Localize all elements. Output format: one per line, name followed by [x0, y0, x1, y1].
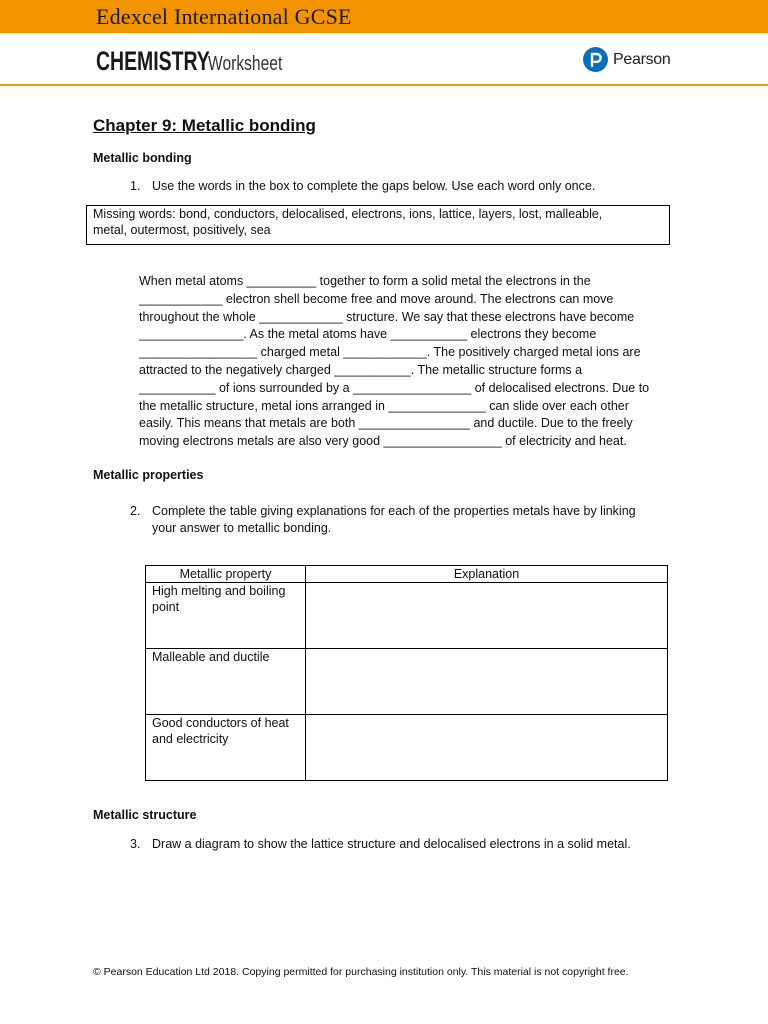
chapter-title: Chapter 9: Metallic bonding	[93, 116, 316, 135]
property-cell	[146, 649, 306, 715]
question-text: Use the words in the box to complete the gaps below. Use each word only once.	[152, 179, 596, 193]
paragraph-line: moving electrons metals are also very good _________________ of electricity and heat.	[139, 434, 627, 449]
subject-title: CHEMISTRY	[96, 46, 210, 76]
missing-words-box	[86, 205, 670, 245]
header-divider	[0, 84, 768, 86]
word-box-line: Missing words: bond, conductors, delocalised, electrons, ions, lattice, layers, lost, malleable,	[93, 207, 603, 221]
pearson-logo-text: Pearson	[613, 50, 671, 68]
property-text: Malleable and ductile	[152, 650, 270, 664]
question-text-line: Complete the table giving explanations for each of the properties metals have by linking	[152, 504, 636, 518]
pearson-logo	[583, 47, 671, 72]
table-header-row	[146, 566, 668, 583]
pearson-logo-icon	[583, 47, 608, 72]
question-number: 1.	[130, 179, 141, 193]
explanation-cell[interactable]	[306, 649, 668, 715]
table-row	[146, 583, 668, 649]
question-number: 3.	[130, 837, 141, 851]
property-cell	[146, 583, 306, 649]
question-2	[130, 503, 670, 537]
copyright-footer: © Pearson Education Ltd 2018. Copying permitted for purchasing institution only. This material is not copyright free.	[93, 966, 629, 978]
paragraph-line: easily. This means that metals are both ________________ and ductile. Due to the freely	[139, 416, 633, 431]
property-text: Good conductors of heat	[152, 716, 289, 730]
column-header-explanation: Explanation	[306, 566, 668, 583]
property-text: High melting and boiling	[152, 584, 286, 598]
section-heading-properties: Metallic properties	[93, 468, 204, 482]
question-3	[130, 836, 670, 853]
question-text-line: your answer to metallic bonding.	[152, 521, 332, 535]
banner-title: Edexcel International GCSE	[96, 4, 352, 29]
header-banner	[0, 0, 768, 33]
paragraph-line: the metallic structure, metal ions arranged in ______________ can slide over each other	[139, 398, 629, 413]
question-number: 2.	[130, 504, 141, 518]
word-box-line: metal, outermost, positively, sea	[93, 223, 271, 237]
worksheet-title	[96, 46, 283, 77]
question-text: Draw a diagram to show the lattice structure and delocalised electrons in a solid metal.	[152, 837, 631, 851]
paragraph-line: throughout the whole ____________ structure. We say that these electrons have become	[139, 309, 635, 324]
paragraph-line: ___________ of ions surrounded by a _________________ of delocalised electrons. Due to	[139, 380, 650, 395]
property-text: point	[152, 600, 180, 614]
property-text: and electricity	[152, 732, 229, 746]
table-row	[146, 649, 668, 715]
paragraph-line: _________________ charged metal ____________. The positively charged metal ions are	[139, 345, 641, 360]
paragraph-line: ____________ electron shell become free and move around. The electrons can move	[139, 291, 614, 306]
property-cell	[146, 715, 306, 781]
paragraph-line: When metal atoms __________ together to form a solid metal the electrons in the	[139, 274, 591, 288]
paragraph-line: attracted to the negatively charged ___________. The metallic structure forms a	[139, 362, 583, 377]
explanation-cell[interactable]	[306, 583, 668, 649]
paragraph-line: _______________. As the metal atoms have ___________ electrons they become	[139, 327, 597, 342]
table-row	[146, 715, 668, 781]
section-heading-bonding: Metallic bonding	[93, 151, 192, 165]
gap-fill-paragraph	[139, 273, 671, 451]
question-1	[130, 178, 670, 195]
properties-table	[145, 565, 668, 781]
section-heading-structure: Metallic structure	[93, 808, 197, 822]
column-header-property: Metallic property	[146, 566, 306, 583]
subject-subtitle: Worksheet	[208, 53, 283, 75]
explanation-cell[interactable]	[306, 715, 668, 781]
